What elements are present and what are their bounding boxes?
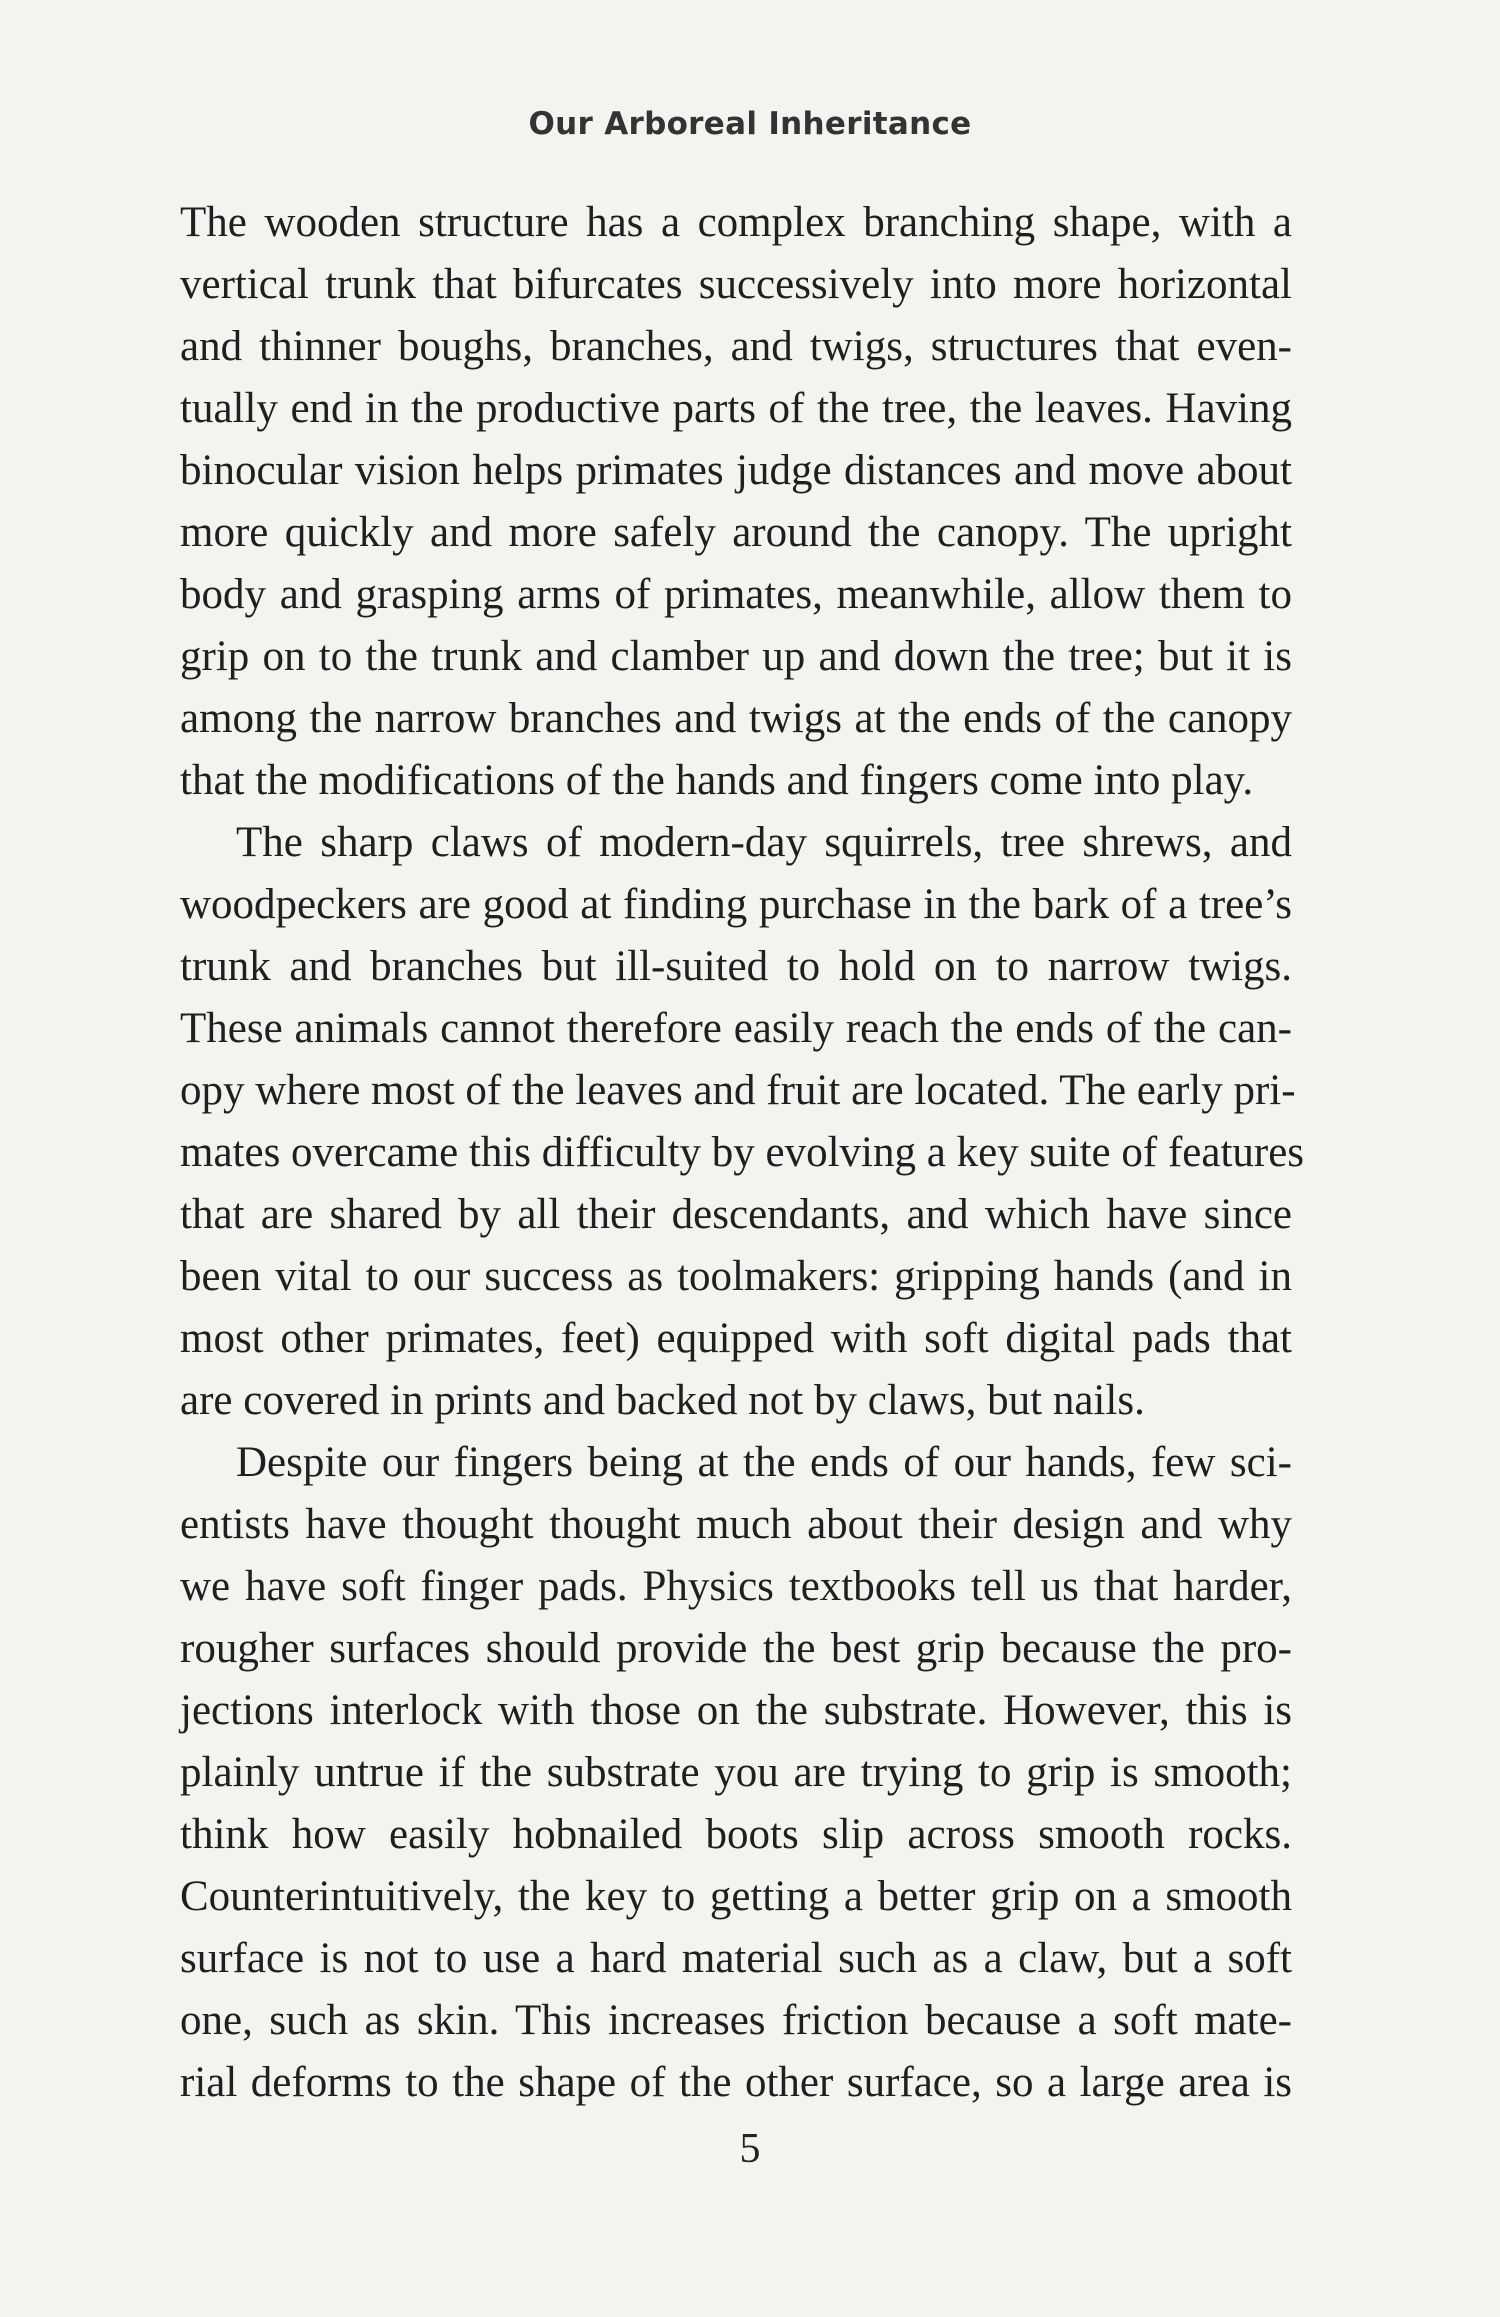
page-number: 5 [739, 2126, 761, 2172]
text-line: among the narrow branches and twigs at the ends of the canopy [180, 695, 1292, 742]
text-line: been vital to our success as toolmakers: gripping hands (and in [180, 1253, 1292, 1300]
text-line: and thinner boughs, branches, and twigs, structures that even- [180, 323, 1292, 370]
text-line: These animals cannot therefore easily reach the ends of the can- [180, 1005, 1292, 1052]
text-line: The wooden structure has a complex branching shape, with a [180, 199, 1292, 246]
text-line: plainly untrue if the substrate you are trying to grip is smooth; [180, 1749, 1292, 1796]
text-line: trunk and branches but ill-suited to hold on to narrow twigs. [180, 943, 1292, 990]
text-line: rial deforms to the shape of the other surface, so a large area is [180, 2059, 1292, 2106]
text-line: The sharp claws of modern-day squirrels, tree shrews, and [236, 819, 1292, 866]
text-line: Despite our fingers being at the ends of our hands, few sci- [236, 1439, 1292, 1486]
text-line: woodpeckers are good at finding purchase in the bark of a tree’s [180, 881, 1292, 928]
text-line: surface is not to use a hard material such as a claw, but a soft [180, 1935, 1292, 1982]
text-line: mates overcame this difficulty by evolving a key suite of features [180, 1129, 1305, 1176]
text-line: most other primates, feet) equipped with soft digital pads that [180, 1315, 1292, 1362]
text-line: Counterintuitively, the key to getting a better grip on a smooth [180, 1873, 1292, 1920]
text-line: opy where most of the leaves and fruit are located. The early pri- [180, 1067, 1296, 1114]
text-line: binocular vision helps primates judge distances and move about [180, 447, 1292, 494]
text-line: vertical trunk that bifurcates successively into more horizontal [180, 261, 1292, 308]
text-line: rougher surfaces should provide the best grip because the pro- [180, 1625, 1292, 1672]
text-line: that are shared by all their descendants, and which have since [180, 1191, 1292, 1238]
body-text [180, 192, 1305, 2114]
text-line: think how easily hobnailed boots slip across smooth rocks. [180, 1811, 1292, 1858]
text-line: jections interlock with those on the substrate. However, this is [180, 1687, 1292, 1734]
running-head: Our Arboreal Inheritance [528, 106, 972, 142]
text-line: body and grasping arms of primates, meanwhile, allow them to [180, 571, 1292, 618]
text-line: more quickly and more safely around the canopy. The upright [180, 509, 1292, 556]
text-line: entists have thought thought much about their design and why [180, 1501, 1292, 1548]
text-line: one, such as skin. This increases friction because a soft mate- [180, 1997, 1292, 2044]
text-line: we have soft finger pads. Physics textbooks tell us that harder, [180, 1563, 1292, 1610]
text-line: tually end in the productive parts of the tree, the leaves. Having [180, 385, 1292, 432]
text-line: that the modifications of the hands and fingers come into play. [180, 757, 1254, 804]
text-line: are covered in prints and backed not by claws, but nails. [180, 1377, 1145, 1424]
text-line: grip on to the trunk and clamber up and down the tree; but it is [180, 633, 1292, 680]
